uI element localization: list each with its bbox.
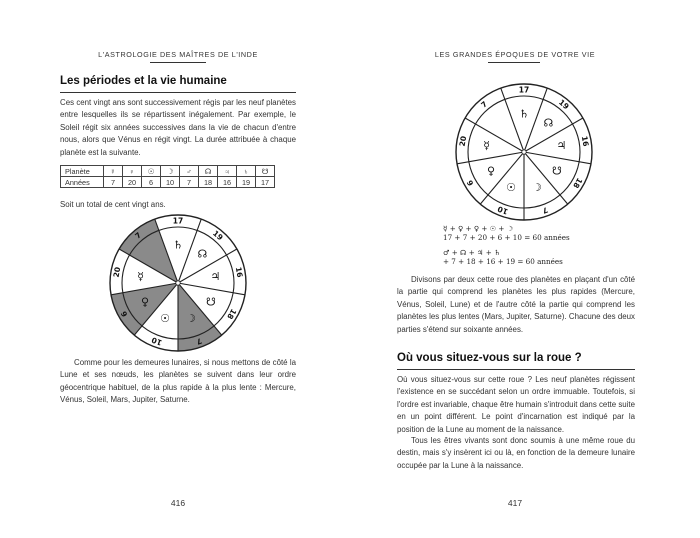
section-heading-periods: Les périodes et la vie humaine	[60, 75, 227, 87]
wheel-spoke	[524, 152, 591, 164]
wheel-year-number: 20	[457, 135, 469, 148]
wheel-planet-symbol: ☋	[206, 295, 216, 309]
wheel-spoke	[465, 118, 524, 152]
wheel-year-number: 19	[210, 228, 225, 243]
wheel-planet-symbol: ☉	[160, 312, 170, 326]
wheel-year-number: 16	[233, 266, 245, 279]
table-row	[61, 177, 275, 188]
running-head-rule	[488, 62, 540, 63]
page-number-right: 417	[507, 498, 523, 508]
right-page	[355, 0, 700, 538]
table-row-label: Années	[61, 177, 104, 188]
wheel-planet-symbol: ♀	[141, 295, 150, 309]
wheel-year-number: 19	[556, 97, 571, 112]
wheel-year-number: 10	[150, 335, 164, 348]
table-cell: 7	[104, 177, 123, 188]
wheel-of-destiny-paragraph: Tous les êtres vivants sont donc soumis à une même roue du destin, mais s'y insèrent ici ou là, en fonction de la demeure lunaire occupée par la Lune à la naissance.	[397, 436, 635, 470]
table-cell: ☉	[142, 166, 161, 177]
sum-fast-planets-numbers: 17 + 7 + 20 + 6 + 10 = 60 années	[443, 233, 570, 242]
heading-rule	[60, 92, 296, 93]
sum-fast-planets-symbols: ☿ + ♀ + ♀ + ☉ + ☽	[443, 224, 514, 233]
wheel-planet-symbol: ♃	[556, 138, 567, 152]
table-cell: 17	[256, 177, 275, 188]
table-cell: ♄	[237, 166, 256, 177]
table-cell: 6	[142, 177, 161, 188]
wheel-year-number: 6	[465, 178, 476, 188]
wheel-year-number: 7	[479, 99, 490, 110]
running-head-right: LES GRANDES ÉPOQUES DE VOTRE VIE	[434, 50, 596, 59]
sum-slow-planets-symbols: ♂ + ☊ + ♃ + ♄	[443, 248, 501, 257]
wheel-spoke	[178, 249, 237, 283]
wheel-spoke	[480, 152, 524, 204]
wheel-year-number: 7	[541, 205, 550, 216]
wheel-year-number: 7	[133, 230, 144, 241]
shaded-sector	[119, 219, 178, 283]
wheel-planet-symbol: ☽	[186, 312, 196, 326]
wheel-year-number: 7	[195, 336, 204, 347]
table-cell: 7	[180, 177, 199, 188]
table-cell: 20	[123, 177, 142, 188]
table-cell: ♃	[218, 166, 237, 177]
wheel-planet-symbol: ☊	[543, 116, 554, 130]
table-cell: ☿	[104, 166, 123, 177]
wheel-hub	[522, 150, 526, 154]
total-text: Soit un total de cent vingt ans.	[60, 200, 166, 209]
wheel-year-number: 10	[496, 204, 510, 217]
wheel-year-number: 17	[518, 85, 530, 95]
wheel-planet-symbol: ☋	[552, 164, 562, 178]
left-page	[0, 0, 345, 538]
running-head-rule	[150, 62, 206, 63]
section-heading-position: Où vous situez-vous sur la roue ?	[397, 352, 582, 364]
planet-wheel-right	[450, 82, 598, 222]
wheel-spoke	[524, 118, 583, 152]
wheel-planet-symbol: ♀	[487, 164, 496, 178]
table-row	[61, 166, 275, 177]
wheel-year-number: 18	[225, 307, 239, 321]
wheel-spoke	[457, 152, 524, 164]
wheel-planet-symbol: ☿	[137, 269, 144, 283]
wheel-hub	[176, 281, 180, 285]
page-number-left: 416	[170, 498, 186, 508]
table-cell: 10	[161, 177, 180, 188]
wheel-year-number: 17	[172, 216, 184, 226]
intro-paragraph: Ces cent vingt ans sont successivement régis par les neuf planètes entre lesquelles ils se répartissent inégalement. Par exemple, le Soleil régit six années successives dans la vie de chacun d'entre nous, alors que Vénus en régit vingt. La durée attribuée à chaque planète est la suivante.	[60, 98, 296, 157]
table-row-label: Planète	[61, 166, 104, 177]
table-cell: ☋	[256, 166, 275, 177]
wheel-planet-symbol: ♄	[173, 238, 183, 252]
heading-rule	[397, 369, 635, 370]
position-paragraph: Où vous situez-vous sur cette roue ? Les neuf planètes régissent l'existence en se succédant selon un ordre immuable. Toutefois, si l'ordre est invariable, chaque être humain s'introduit dans cette suite en un point différent. Le point d'incarnation est indiqué par la position de la Lune au moment de la naissance.	[397, 375, 635, 434]
wheel-planet-symbol: ♃	[210, 269, 221, 283]
wheel-planet-symbol: ☊	[197, 247, 208, 261]
wheel-halves-paragraph: Divisons par deux cette roue des planètes en plaçant d'un côté la partie qui comprend les planètes les plus rapides (Mercure, Vénus, Soleil, Lune) et de l'autre côté la partie qui comprend les planètes les plus lentes (Mars, Jupiter, Saturne). Chacune des deux parties s'étend sur soixante années.	[397, 275, 635, 334]
wheel-year-number: 16	[579, 135, 591, 148]
book-gutter	[348, 0, 352, 538]
table-cell: ♂	[180, 166, 199, 177]
table-cell: 16	[218, 177, 237, 188]
wheel-planet-symbol: ☽	[532, 181, 542, 195]
wheel-year-number: 6	[119, 309, 130, 319]
wheel-spoke	[178, 283, 245, 295]
planet-years-table	[60, 165, 275, 188]
planet-wheel-left	[108, 213, 248, 353]
wheel-year-number: 20	[111, 266, 123, 279]
wheel-planet-symbol: ♄	[519, 107, 529, 121]
table-cell: 18	[199, 177, 218, 188]
running-head-left: L'ASTROLOGIE DES MAÎTRES DE L'INDE	[98, 50, 258, 59]
table-cell: ☽	[161, 166, 180, 177]
wheel-planet-symbol: ☿	[483, 138, 490, 152]
table-cell: ♀	[123, 166, 142, 177]
closing-paragraph: Comme pour les demeures lunaires, si nous mettons de côté la Lune et ses nœuds, les planètes se suivent dans leur ordre géocentrique habituel, de la plus rapide à la plus lente : Mercure, Vénus, Soleil, Mars, Jupiter, Saturne.	[60, 358, 296, 405]
wheel-year-number: 18	[571, 176, 585, 190]
wheel-spoke	[524, 152, 568, 204]
table-cell: 19	[237, 177, 256, 188]
sum-slow-planets-numbers: + 7 + 18 + 16 + 19 = 60 années	[443, 257, 563, 266]
wheel-planet-symbol: ☉	[506, 181, 516, 195]
table-cell: ☊	[199, 166, 218, 177]
